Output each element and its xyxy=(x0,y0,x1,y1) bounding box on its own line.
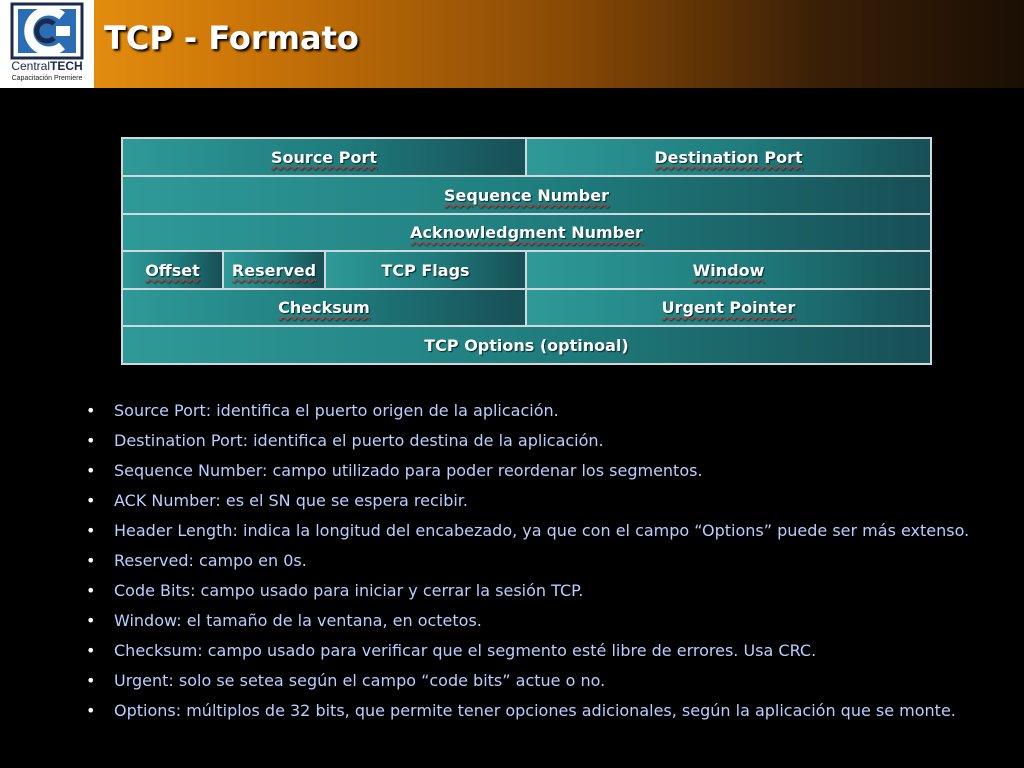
bullet-icon: • xyxy=(86,461,96,480)
bullet-icon: • xyxy=(86,641,96,660)
cell-checksum: Checksum xyxy=(123,290,527,327)
bullet-icon: • xyxy=(86,581,96,600)
list-item: • Code Bits: campo usado para iniciar y cerrar la sesión TCP. xyxy=(86,581,584,600)
bullet-icon: • xyxy=(86,431,96,450)
bullet-icon: • xyxy=(86,401,96,420)
company-logo xyxy=(0,0,94,88)
list-item: • Options: múltiplos de 32 bits, que permite tener opciones adicionales, según la aplicación que se monte. xyxy=(86,701,956,720)
list-item: • Checksum: campo usado para verificar que el segmento esté libre de errores. Usa CRC. xyxy=(86,641,817,660)
list-item: • Reserved: campo en 0s. xyxy=(86,551,307,570)
cell-ack-number: Acknowledgment Number xyxy=(123,215,930,252)
bullet-icon: • xyxy=(86,521,96,540)
field-description-list xyxy=(82,401,1002,731)
list-item: • Urgent: solo se setea según el campo “code bits” actue o no. xyxy=(86,671,606,690)
cell-sequence-number: Sequence Number xyxy=(123,177,930,215)
bullet-icon: • xyxy=(86,611,96,630)
cell-destination-port: Destination Port xyxy=(527,139,930,177)
cell-source-port: Source Port xyxy=(123,139,527,177)
bullet-icon: • xyxy=(86,551,96,570)
bullet-icon: • xyxy=(86,491,96,510)
bullet-icon: • xyxy=(86,701,96,720)
cell-urgent-pointer: Urgent Pointer xyxy=(527,290,930,327)
list-item: • Source Port: identifica el puerto origen de la aplicación. xyxy=(86,401,559,420)
slide-header xyxy=(0,0,1024,88)
logo-brand-text: CentralTECH xyxy=(11,59,83,73)
centraltech-logo-icon xyxy=(10,2,84,60)
bullet-icon: • xyxy=(86,671,96,690)
list-item: • Window: el tamaño de la ventana, en octetos. xyxy=(86,611,482,630)
cell-reserved: Reserved xyxy=(224,252,326,290)
list-item: • ACK Number: es el SN que se espera recibir. xyxy=(86,491,468,510)
logo-tagline: Capacitación Premiere xyxy=(11,75,83,82)
page-title: TCP - Formato xyxy=(104,19,359,57)
list-item: • Header Length: indica la longitud del encabezado, ya que con el campo “Options” puede ser más extenso. xyxy=(86,521,970,540)
cell-tcp-flags: TCP Flags xyxy=(326,252,527,290)
list-item: • Sequence Number: campo utilizado para poder reordenar los segmentos. xyxy=(86,461,703,480)
cell-offset: Offset xyxy=(123,252,224,290)
cell-tcp-options: TCP Options (optinoal) xyxy=(123,327,930,363)
tcp-header-diagram xyxy=(121,137,932,365)
list-item: • Destination Port: identifica el puerto destina de la aplicación. xyxy=(86,431,604,450)
cell-window: Window xyxy=(527,252,930,290)
